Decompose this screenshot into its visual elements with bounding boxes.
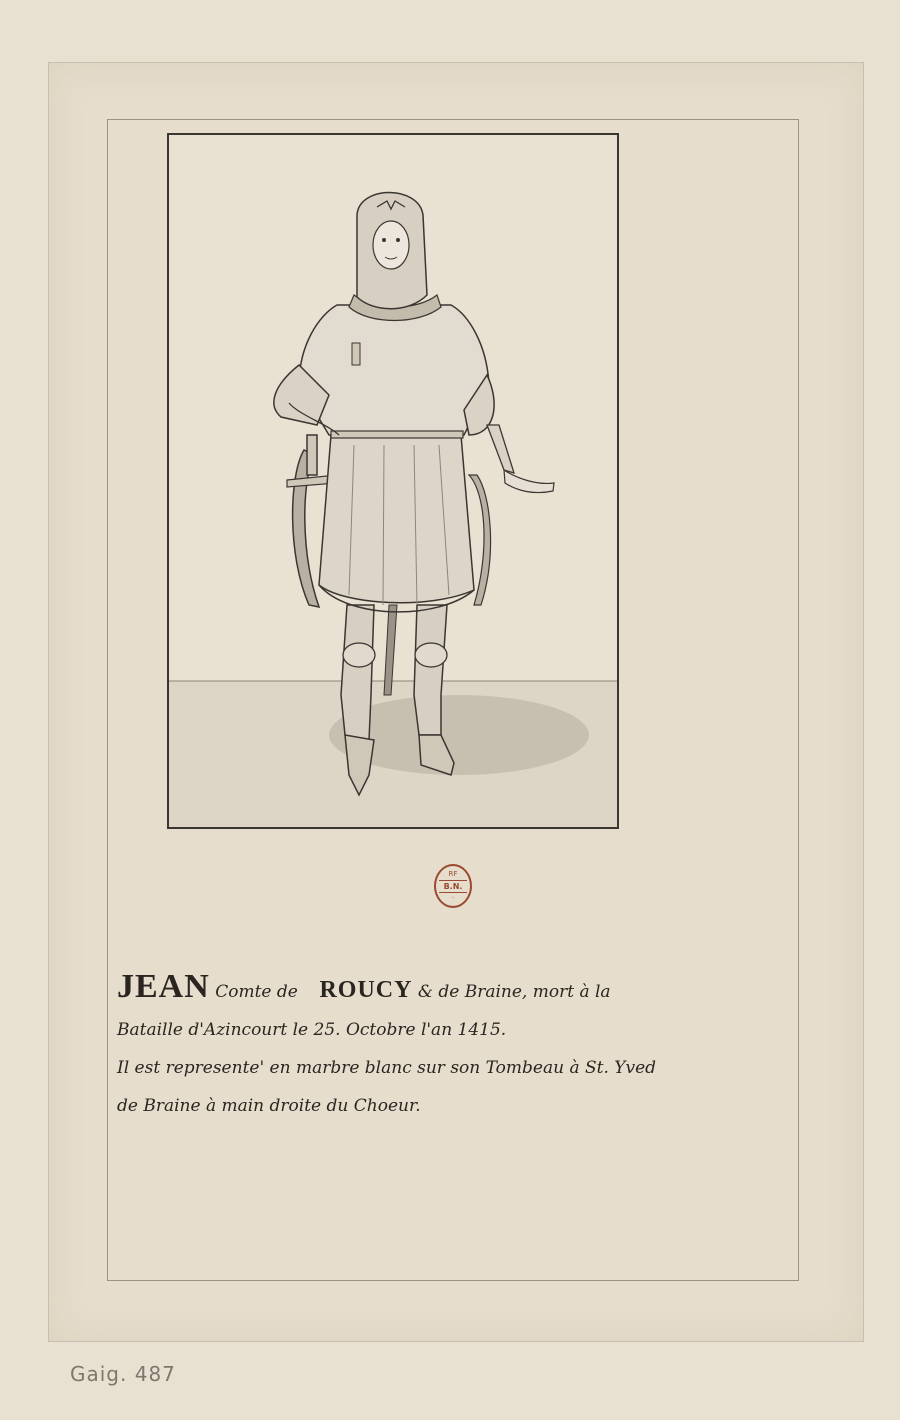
knight-figure-illustration bbox=[169, 135, 617, 827]
stamp-bottom-text: · bbox=[451, 893, 455, 902]
caption-line-2: Bataille d'Azincourt le 25. Octobre l'an 1415. bbox=[117, 1020, 507, 1040]
engraving-plate bbox=[167, 133, 619, 829]
library-stamp bbox=[434, 864, 472, 908]
caption-title: ROUCY bbox=[319, 977, 413, 1003]
caption-name: JEAN bbox=[117, 968, 210, 1005]
caption-line-4: de Braine à main droite du Choeur. bbox=[117, 1096, 421, 1116]
caption-line-1-rest: & de Braine, mort à la bbox=[417, 982, 611, 1002]
caption-line-3: Il est represente' en marbre blanc sur son Tombeau à St. Yved bbox=[117, 1058, 657, 1078]
caption-block bbox=[117, 968, 797, 1125]
caption-line-1 bbox=[117, 968, 797, 1011]
stamp-middle-text: B.N. bbox=[439, 880, 467, 893]
stamp-top-text: RF bbox=[448, 869, 458, 878]
paper-sheet bbox=[48, 62, 864, 1342]
shelfmark-label: Gaig. 487 bbox=[70, 1362, 176, 1386]
caption-comte: Comte de bbox=[215, 982, 298, 1002]
